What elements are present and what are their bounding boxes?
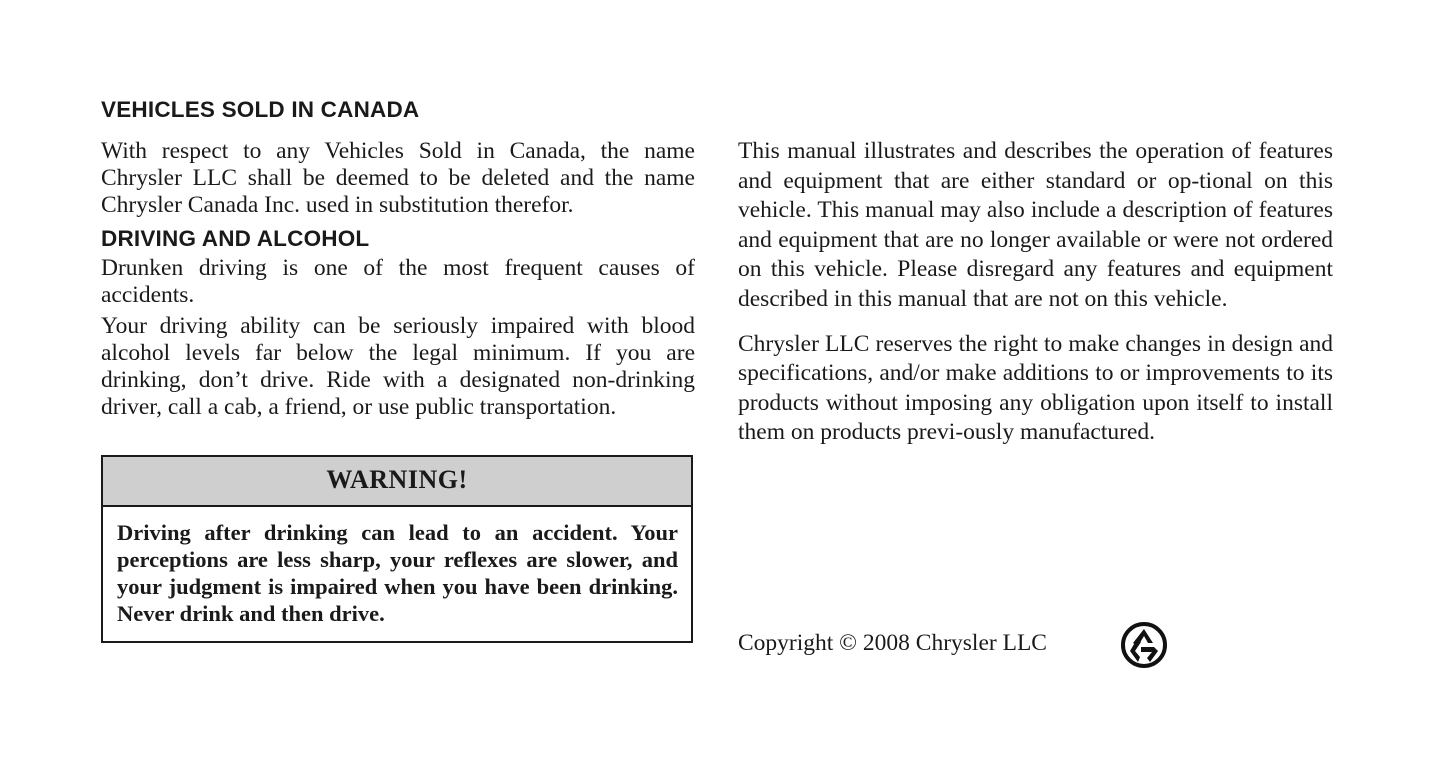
reserves-rights-paragraph: Chrysler LLC reserves the right to make changes in design and specifications, and/or make additions to or improvements to its products without imposing any obligation upon itself to install them on products previ-ously manufactured. — [738, 330, 1333, 446]
alcohol-paragraph-1: Drunken driving is one of the most frequent causes of accidents. — [101, 255, 695, 308]
warning-box — [101, 455, 693, 643]
left-column — [101, 96, 695, 421]
section-heading-canada: VEHICLES SOLD IN CANADA — [101, 97, 420, 122]
alcohol-paragraph-2: Your driving ability can be seriously impaired with blood alcohol levels far below the legal minimum. If you are drinking, don’t drive. Ride with a designated non-drinking driver, call a cab, a friend, or use public transportation. — [101, 313, 695, 420]
warning-title: WARNING! — [103, 457, 691, 507]
manual-description-paragraph: This manual illustrates and describes the operation of features and equipment that are either standard or op-tional on this vehicle. This manual may also include a description of features and equipment that are no longer available or were not ordered on this vehicle. Please disregard any features and equipment described in this manual that are not on this vehicle. — [738, 138, 1333, 312]
section-heading-alcohol: DRIVING AND ALCOHOL — [101, 226, 370, 251]
warning-text: Driving after drinking can lead to an accident. Your perceptions are less sharp, your reflexes are slower, and your judgment is impaired when you have been drinking. Never drink and then drive. — [117, 520, 678, 626]
right-column — [738, 137, 1333, 448]
recycle-icon — [1120, 621, 1168, 669]
copyright-notice: Copyright © 2008 Chrysler LLC — [738, 630, 1047, 656]
canada-paragraph: With respect to any Vehicles Sold in Canada, the name Chrysler LLC shall be deemed to be deleted and the name Chrysler Canada Inc. used in substitution therefor. — [101, 138, 695, 218]
